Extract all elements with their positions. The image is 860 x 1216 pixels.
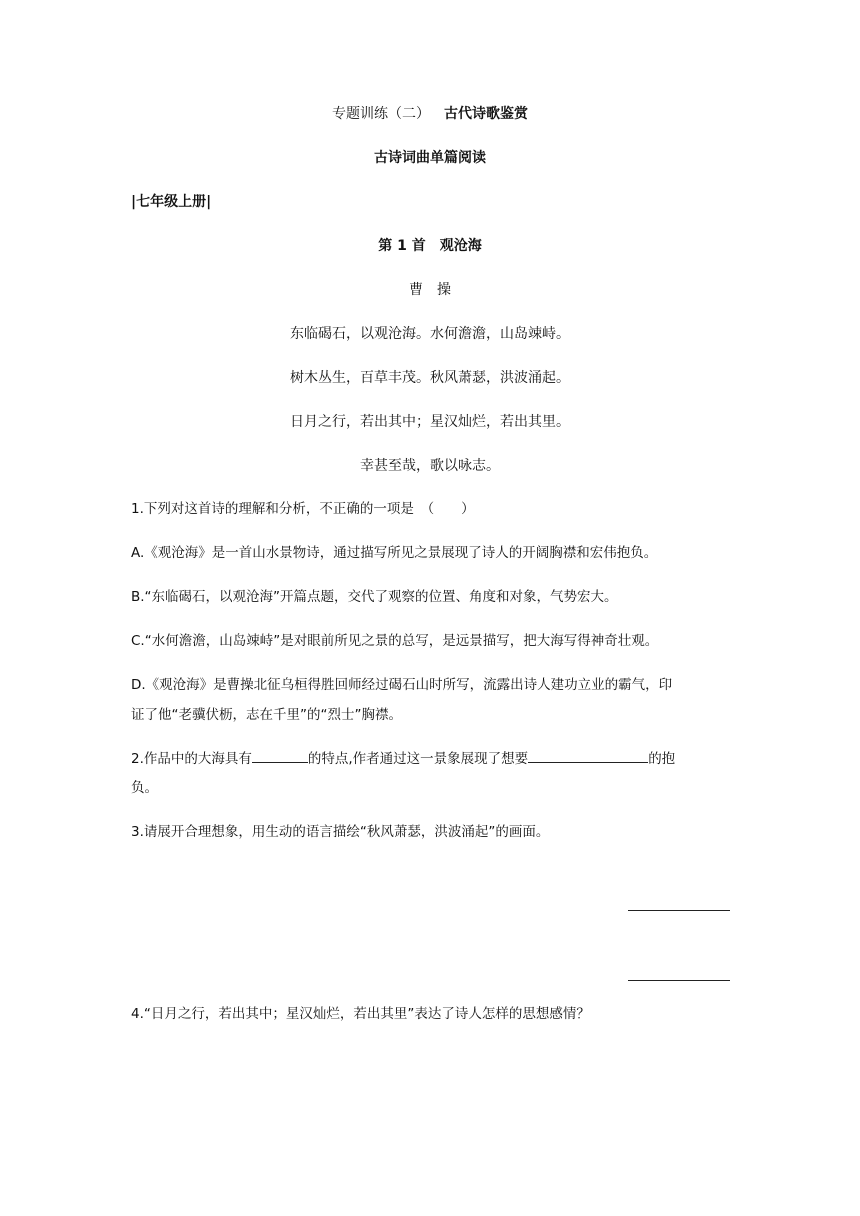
question-1-option-a: A.《观沧海》是一首山水景物诗，通过描写所见之景展现了诗人的开阔胸襟和宏伟抱负。 — [131, 545, 658, 561]
grade-label: |七年级上册| — [131, 194, 212, 210]
question-3-stem: 3.请展开合理想象，用生动的语言描绘“秋风萧瑟，洪波涌起”的画面。 — [131, 824, 550, 840]
question-2-text: 的特点,作者通过这一景象展现了想要 — [307, 751, 529, 767]
answer-line[interactable] — [628, 980, 730, 981]
poem-line: 东临碣石，以观沧海。水何澹澹，山岛竦峙。 — [290, 326, 570, 342]
question-1-option-b: B.“东临碣石，以观沧海”开篇点题，交代了观察的位置、角度和对象，气势宏大。 — [131, 589, 618, 605]
title-series: 专题训练（二） — [332, 106, 430, 122]
title-topic: 古代诗歌鉴赏 — [444, 106, 528, 122]
page-title — [0, 104, 860, 124]
poem-line: 幸甚至哉，歌以咏志。 — [360, 458, 500, 474]
poem-author: 曹 操 — [409, 282, 451, 298]
question-1-option-d-line2: 证了他“老骥伏枥，志在千里”的“烈士”胸襟。 — [131, 707, 402, 723]
page-subtitle: 古诗词曲单篇阅读 — [374, 150, 486, 166]
question-4-stem: 4.“日月之行，若出其中；星汉灿烂，若出其里”表达了诗人怎样的思想感情？ — [131, 1006, 590, 1022]
question-2-text: 的抱 — [648, 751, 676, 767]
question-1-option-c: C.“水何澹澹，山岛竦峙”是对眼前所见之景的总写，是远景描写，把大海写得神奇壮观。 — [131, 633, 659, 649]
answer-line[interactable] — [628, 910, 730, 911]
poem-line: 日月之行，若出其中；星汉灿烂，若出其里。 — [290, 414, 570, 430]
answer-blank[interactable] — [528, 748, 648, 763]
question-1-option-d-line1: D.《观沧海》是曹操北征乌桓得胜回师经过碣石山时所写，流露出诗人建功立业的霸气，印 — [131, 677, 673, 693]
poem-heading: 第 1 首 观沧海 — [378, 238, 482, 254]
question-2-text: 2.作品中的大海具有 — [131, 751, 252, 767]
question-1-stem: 1.下列对这首诗的理解和分析，不正确的一项是 （ ） — [131, 501, 475, 517]
question-2-line1 — [131, 748, 731, 769]
answer-blank[interactable] — [252, 748, 308, 763]
poem-line: 树木丛生，百草丰茂。秋风萧瑟，洪波涌起。 — [290, 370, 570, 386]
question-2-line2: 负。 — [131, 780, 158, 796]
